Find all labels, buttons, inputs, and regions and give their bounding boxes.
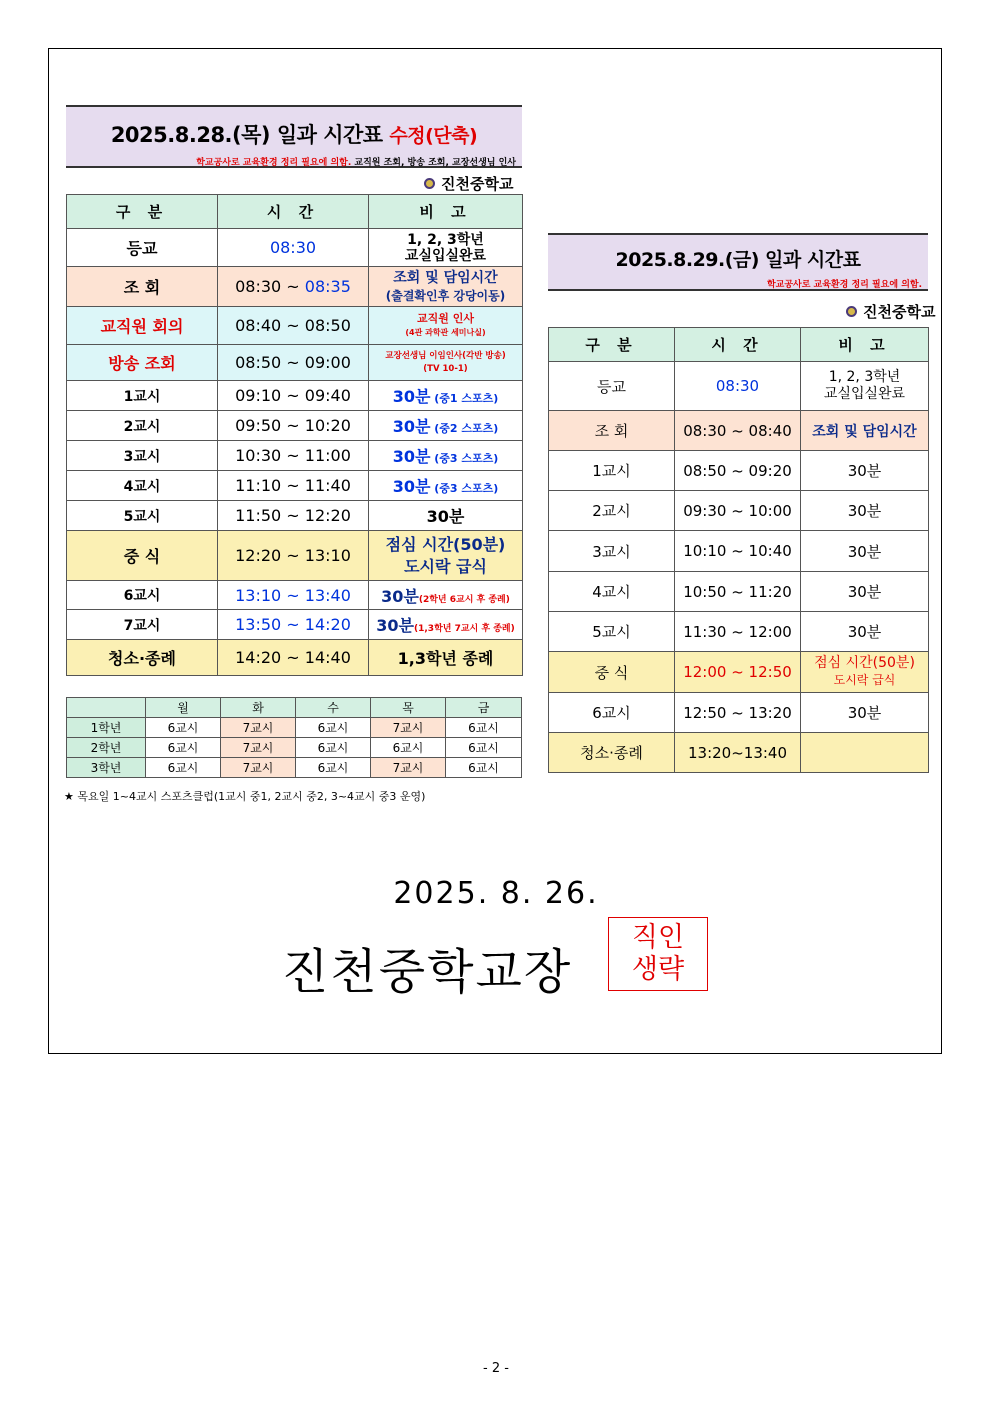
issue-date: 2025. 8. 26. bbox=[393, 876, 599, 911]
weekly-period-table bbox=[66, 697, 522, 778]
table-row: 2교시 09:50 ~ 10:20 30분 (중2 스포츠) bbox=[67, 411, 523, 441]
table-row: 2학년 6교시 7교시 6교시 6교시 6교시 bbox=[67, 738, 522, 758]
right-schedule-table bbox=[548, 327, 929, 773]
left-title-box bbox=[66, 105, 522, 168]
table-row: 1교시 09:10 ~ 09:40 30분 (중1 스포츠) bbox=[67, 381, 523, 411]
header-category: 구 분 bbox=[67, 195, 218, 229]
table-row: 1학년 6교시 7교시 6교시 7교시 6교시 bbox=[67, 718, 522, 738]
table-row: 4교시 10:50 ~ 11:20 30분 bbox=[549, 572, 929, 612]
table-row: 방송 조회 08:50 ~ 09:00 교장선생님 이임인사(각반 방송) (TV 10-1) bbox=[67, 345, 523, 381]
table-row: 청소·종례 13:20~13:40 bbox=[549, 733, 929, 773]
table-row: 7교시 13:50 ~ 14:20 30분(1,3학년 7교시 후 종례) bbox=[67, 610, 523, 640]
signer-title: 진천중학교장 bbox=[282, 944, 573, 1000]
school-emblem-icon bbox=[424, 178, 435, 189]
table-row: 3학년 6교시 7교시 6교시 7교시 6교시 bbox=[67, 758, 522, 778]
header-time: 시 간 bbox=[218, 195, 369, 229]
table-row: 교직원 회의 08:40 ~ 08:50 교직원 인사 (4관 과학관 세미나실) bbox=[67, 307, 523, 345]
table-row: 6교시 13:10 ~ 13:40 30분(2학년 6교시 후 종례) bbox=[67, 581, 523, 610]
right-title: 2025.8.29.(금) 일과 시간표 bbox=[615, 249, 861, 271]
table-row: 4교시 11:10 ~ 11:40 30분 (중3 스포츠) bbox=[67, 471, 523, 501]
table-row: 등교 08:30 1, 2, 3학년 교실입실완료 bbox=[67, 229, 523, 267]
right-school-name: 진천중학교 bbox=[846, 301, 935, 322]
table-header-row: 월 화 수 목 금 bbox=[67, 698, 522, 718]
left-schedule-table bbox=[66, 194, 523, 676]
table-row: 5교시 11:30 ~ 12:00 30분 bbox=[549, 612, 929, 652]
table-row: 조 회 08:30 ~ 08:40 조회 및 담임시간 bbox=[549, 411, 929, 451]
left-title-note: 학교공사로 교육환경 정리 필요에 의함. 교직원 조회, 방송 조회, 교장선생님 인사 bbox=[196, 158, 516, 168]
right-title-box bbox=[548, 233, 928, 291]
table-row: 조 회 08:30 ~ 08:35 조회 및 담임시간 (출결확인후 강당이동) bbox=[67, 267, 523, 307]
table-header-row bbox=[67, 195, 523, 229]
table-row: 5교시 11:50 ~ 12:20 30분 bbox=[67, 501, 523, 531]
table-row: 청소·종례 14:20 ~ 14:40 1,3학년 종례 bbox=[67, 640, 523, 676]
table-row: 3교시 10:10 ~ 10:40 30분 bbox=[549, 531, 929, 572]
right-title-note: 학교공사로 교육환경 정리 필요에 의함. bbox=[766, 280, 922, 290]
table-row: 3교시 10:30 ~ 11:00 30분 (중3 스포츠) bbox=[67, 441, 523, 471]
table-row: 중 식 12:00 ~ 12:50 점심 시간(50분) 도시락 급식 bbox=[549, 652, 929, 693]
sports-club-footnote: ★ 목요일 1~4교시 스포츠클럽(1교시 중1, 2교시 중2, 3~4교시 중3 운영) bbox=[64, 790, 426, 803]
school-emblem-icon bbox=[846, 306, 857, 317]
table-row: 6교시 12:50 ~ 13:20 30분 bbox=[549, 693, 929, 733]
left-school-name: 진천중학교 bbox=[424, 173, 513, 194]
official-seal-omitted: 직인 생략 bbox=[608, 917, 708, 991]
page-number: - 2 - bbox=[483, 1361, 509, 1376]
table-row: 2교시 09:30 ~ 10:00 30분 bbox=[549, 491, 929, 531]
table-row: 중 식 12:20 ~ 13:10 점심 시간(50분) 도시락 급식 bbox=[67, 531, 523, 581]
table-row: 1교시 08:50 ~ 09:20 30분 bbox=[549, 451, 929, 491]
table-header-row: 구 분 시 간 비 고 bbox=[549, 328, 929, 362]
table-row: 등교 08:30 1, 2, 3학년 교실입실완료 bbox=[549, 362, 929, 411]
header-note: 비 고 bbox=[369, 195, 523, 229]
left-title: 2025.8.28.(목) 일과 시간표 수정(단축) bbox=[110, 123, 478, 147]
